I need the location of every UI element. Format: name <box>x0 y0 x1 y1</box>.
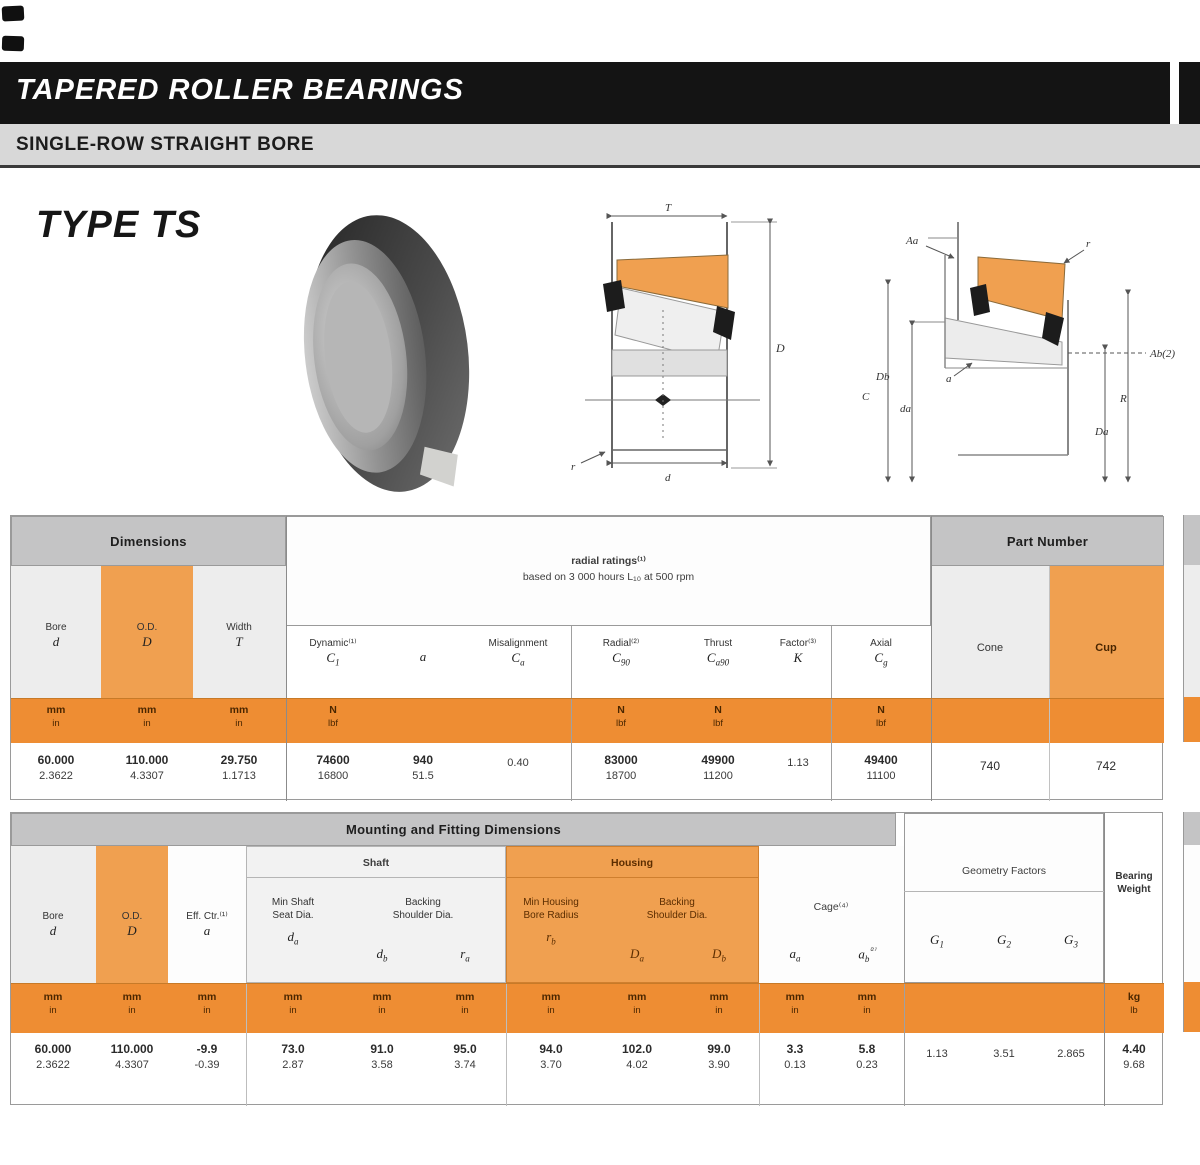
cell-shaft-ra: 95.0 3.74 <box>453 1042 477 1072</box>
unit-cell: N lbf <box>875 704 887 729</box>
cell-radial: 83000 18700 <box>604 753 638 783</box>
page-edge-table1 <box>1183 515 1200 565</box>
col-header-bore: Bore d <box>45 622 67 649</box>
dim-label-Db: Db <box>876 371 890 383</box>
col-sym-aa: $a_a$ <box>789 946 801 964</box>
col-sym-db: $d_b$ <box>376 946 388 964</box>
header-notch <box>1170 62 1179 124</box>
dim-label-da: da <box>900 403 911 415</box>
cell-G1: 1.13 <box>926 1048 948 1060</box>
cone-col-header-bg <box>931 566 1049 698</box>
cell-housing-rb: 94.0 3.70 <box>539 1042 563 1072</box>
page-edge-mark <box>2 36 25 52</box>
col-header-od: O.D. D <box>136 622 158 649</box>
col-sym-Da: $D_a$ <box>630 946 644 964</box>
cell-od2: 110.000 4.3307 <box>110 1042 154 1072</box>
unit-cell: mm in <box>122 991 142 1016</box>
cell-weight: 4.40 9.68 <box>1122 1042 1146 1072</box>
cell-cone-part: 740 <box>979 759 1001 773</box>
col-header-a: a <box>419 649 427 664</box>
col-header-factor: Factor⁽³⁾ K <box>779 638 817 665</box>
units-row2 <box>11 983 1164 1033</box>
unit-cell: mm in <box>229 704 249 729</box>
col-sym-G2: $G_2$ <box>997 932 1011 950</box>
col-sym-G1: $G_1$ <box>930 932 944 950</box>
cell-thrust: 49900 11200 <box>701 753 735 783</box>
unit-cell: mm in <box>46 704 66 729</box>
section-title: TYPE TS <box>36 204 202 246</box>
cage-group-bg <box>759 846 904 983</box>
geometry-box <box>904 813 1104 983</box>
page-edge-table2 <box>1183 845 1200 982</box>
cell-misalignment: 0.40 <box>507 757 529 769</box>
part-number-group-header: Part Number <box>931 516 1164 566</box>
col-header-shaft-seat: Min Shaft Seat Dia. $d_a$ <box>271 897 315 947</box>
col-header-width: Width T <box>226 622 252 649</box>
unit-cell: mm in <box>709 991 729 1016</box>
bearing-photo <box>293 208 475 500</box>
cell-housing-Da: 102.0 4.02 <box>621 1042 653 1072</box>
unit-cell: mm in <box>283 991 303 1016</box>
col-header-thrust: Thrust $C_{a90}$ <box>703 638 733 668</box>
header-banner <box>0 62 1200 124</box>
unit-cell: mm in <box>137 704 157 729</box>
cell-a: 940 51.5 <box>412 753 434 783</box>
unit-cell: mm in <box>857 991 877 1016</box>
cell-width: 29.750 1.1713 <box>220 753 258 783</box>
col-header-radial: Radial⁽²⁾ $C_{90}$ <box>602 638 640 668</box>
col-header-bore2: Bore d <box>42 911 64 938</box>
col-sym-Db: $D_b$ <box>712 946 726 964</box>
cup-col-header-bg <box>1049 566 1164 698</box>
dim-label-Da: Da <box>1095 426 1109 438</box>
col-header-od2: O.D. D <box>121 911 143 938</box>
page-edge-table2 <box>1183 982 1200 1032</box>
col-header-dynamic: Dynamic⁽¹⁾ $C_1$ <box>309 638 357 668</box>
mounting-diagram <box>850 200 1195 500</box>
col-sym-G3: $G_3$ <box>1064 932 1078 950</box>
dim-label-Aa: Aa <box>906 235 919 247</box>
section-diagram <box>545 200 835 500</box>
col-header-housing-bore: Min Housing Bore Radius $r_b$ <box>523 897 579 947</box>
cell-housing-Db: 99.0 3.90 <box>707 1042 731 1072</box>
unit-cell: mm in <box>785 991 805 1016</box>
cell-factor: 1.13 <box>787 757 809 769</box>
unit-cell: N lbf <box>615 704 627 729</box>
unit-cell: mm in <box>43 991 63 1016</box>
col-header-misalignment: Misalignment $C_a$ <box>488 638 548 668</box>
page-edge-table1 <box>1183 697 1200 742</box>
mounting-table <box>10 812 1163 1105</box>
dim-label-T: T <box>665 202 672 214</box>
cell-shaft-db: 91.0 3.58 <box>370 1042 394 1072</box>
unit-cell: mm in <box>455 991 475 1016</box>
dim-label-r: r <box>1086 238 1091 250</box>
col-sym-ra: $r_a$ <box>460 946 470 964</box>
col-header-shaft-backing: Backing Shoulder Dia. <box>392 897 454 921</box>
cell-bore2: 60.000 2.3622 <box>34 1042 72 1072</box>
col-header-housing-backing: Backing Shoulder Dia. <box>646 897 708 921</box>
cup-section <box>978 257 1065 320</box>
dim-label-C: C <box>862 391 870 403</box>
unit-cell: mm in <box>627 991 647 1016</box>
cell-shaft-seat: 73.0 2.87 <box>281 1042 305 1072</box>
page-edge-table2 <box>1183 812 1200 845</box>
col-header-cup: Cup <box>1095 642 1117 654</box>
cell-G3: 2.865 <box>1057 1048 1085 1060</box>
cone-section <box>612 350 727 376</box>
col-header-effctr: Eff. Ctr.⁽¹⁾ a <box>186 911 228 938</box>
dimensions-group-header: Dimensions <box>11 516 286 566</box>
unit-cell: mm in <box>197 991 217 1016</box>
units-row <box>11 698 1164 743</box>
dim-label-D: D <box>776 341 785 355</box>
dim-label-R: R <box>1120 393 1127 405</box>
cell-G2: 3.51 <box>993 1048 1015 1060</box>
page-edge-table1 <box>1183 565 1200 697</box>
dim-label-a: a <box>946 373 952 385</box>
dim-label-r: r <box>571 461 576 473</box>
cell-cage-aa: 3.3 0.13 <box>784 1042 806 1072</box>
unit-cell: mm in <box>372 991 392 1016</box>
page-title: TAPERED ROLLER BEARINGS <box>16 74 464 106</box>
unit-cell-weight: kg lb <box>1127 991 1141 1016</box>
page-subtitle: SINGLE-ROW STRAIGHT BORE <box>16 134 315 155</box>
cell-cage-ab: 5.8 0.23 <box>856 1042 878 1072</box>
cell-bore: 60.000 2.3622 <box>37 753 75 783</box>
cell-dynamic: 74600 16800 <box>316 753 350 783</box>
ratings-group-header: radial ratings⁽¹⁾ based on 3 000 hours L₁₀ at 500 rpm <box>286 516 931 626</box>
dim-label-Ab: Ab(2) <box>1150 348 1176 360</box>
col-sym-ab: $a_b^{^{(2)}}$ <box>858 946 876 964</box>
col-header-axial: Axial $C_g$ <box>870 638 892 668</box>
unit-cell: N lbf <box>327 704 339 729</box>
header-subbanner <box>0 124 1200 168</box>
cell-effctr: -9.9 -0.39 <box>194 1042 220 1072</box>
geometry-group-label: Geometry Factors <box>961 865 1047 877</box>
cell-od: 110.000 4.3307 <box>125 753 169 783</box>
cell-axial: 49400 11100 <box>864 753 898 783</box>
page-edge-mark <box>2 5 25 21</box>
mounting-group-header: Mounting and Fitting Dimensions <box>11 813 896 846</box>
dim-label-d: d <box>665 472 671 484</box>
cell-cup-part: 742 <box>1095 759 1117 773</box>
unit-cell: mm in <box>541 991 561 1016</box>
ratings-table <box>10 515 1163 800</box>
shaft-group-label: Shaft <box>362 857 390 869</box>
col-header-weight: Bearing Weight <box>1115 871 1153 895</box>
col-header-cone: Cone <box>976 642 1004 654</box>
cage-group-label: Cage⁽⁴⁾ <box>813 901 849 913</box>
unit-cell: N lbf <box>712 704 724 729</box>
housing-group-label: Housing <box>611 857 653 869</box>
